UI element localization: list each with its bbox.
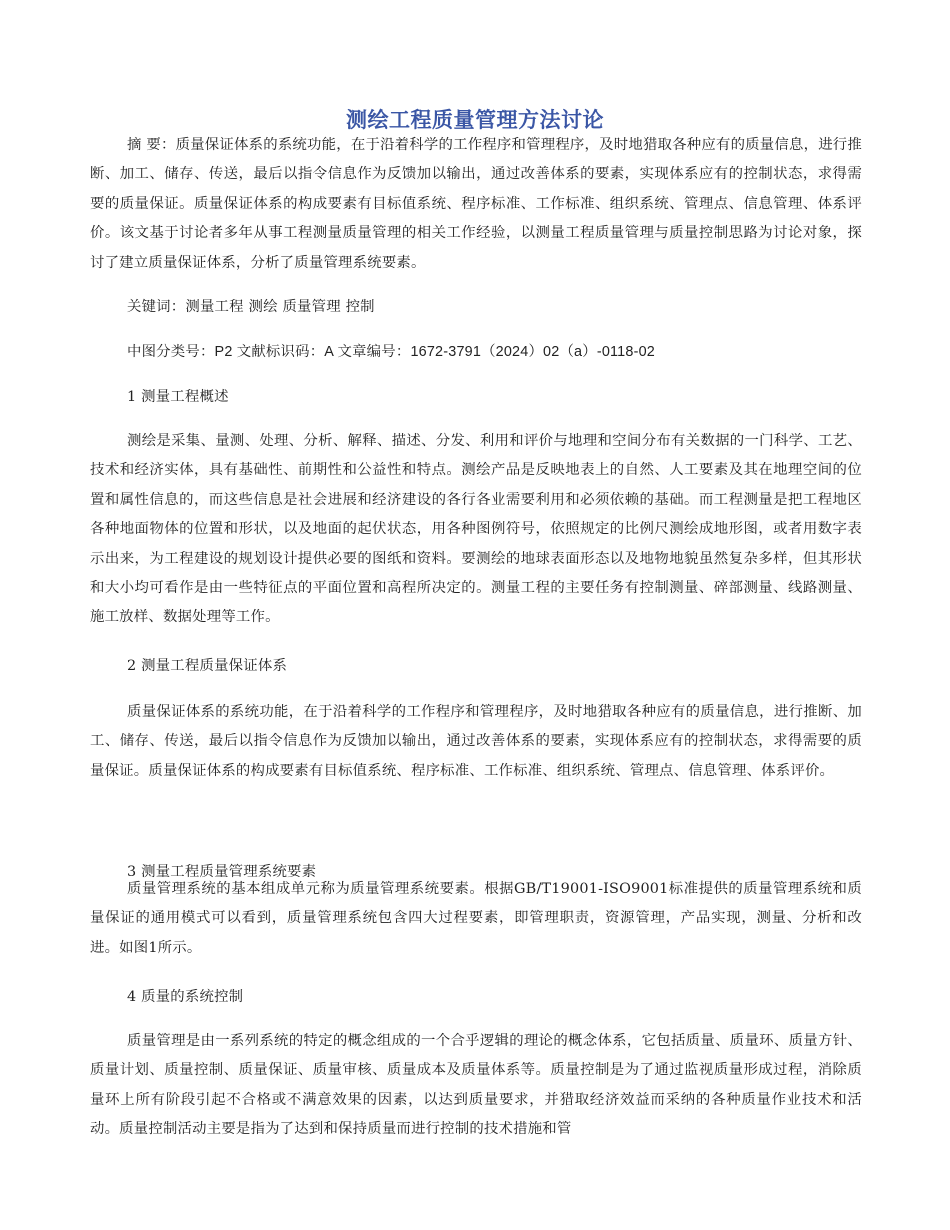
section-3-paragraph: 质量管理系统的基本组成单元称为质量管理系统要素。根据GB/T19001-ISO9001标准提供的质量管理系统和质量保证的通用模式可以看到，质量管理系统包含四大过程要素，即管理职责，资源管理，产品实现，测量、分析和改进。如图1所示。 bbox=[90, 881, 862, 956]
section-2-heading: 2 测量工程质量保证体系 bbox=[127, 658, 288, 674]
section-3-heading: 3 测量工程质量管理系统要素 bbox=[127, 864, 317, 880]
section-4-paragraph: 质量管理是由一系列系统的特定的概念组成的一个合乎逻辑的理论的概念体系，它包括质量、质量环、质量方针、质量计划、质量控制、质量保证、质量审核、质量成本及质量体系等。质量控制是为了通过监视质量形成过程，消除质量环上所有阶段引起不合格或不满意效果的因素，以达到质量要求，并猎取经济效益而采纳的各种质量作业技术和活动。质量控制活动主要是指为了达到和保持质量而进行控制的技术措施和管 bbox=[90, 1033, 862, 1138]
section-2-paragraph: 质量保证体系的系统功能，在于沿着科学的工作程序和管理程序，及时地猎取各种应有的质量信息，进行推断、加工、储存、传送，最后以指令信息作为反馈加以输出，通过改善体系的要素，实现体系应有的控制状态，求得需要的质量保证。质量保证体系的构成要素有目标值系统、程序标准、工作标准、组织系统、管理点、信息管理、体系评价。 bbox=[90, 704, 862, 779]
section-1-paragraph: 测绘是采集、量测、处理、分析、解释、描述、分发、利用和评价与地理和空间分布有关数据的一门科学、工艺、技术和经济实体，具有基础性、前期性和公益性和特点。测绘产品是反映地表上的自然、人工要素及其在地理空间的位置和属性信息的，而这些信息是社会进展和经济建设的各行各业需要利用和必须依赖的基础。而工程测量是把工程地区各种地面物体的位置和形状，以及地面的起伏状态，用各种图例符号，依照规定的比例尺测绘成地形图，或者用数字表示出来，为工程建设的规划设计提供必要的图纸和资料。要测绘的地球表面形态以及地物地貌虽然复杂多样，但其形状和大小均可看作是由一些特征点的平面位置和高程所决定的。测量工程的主要任务有控制测量、碎部测量、线路测量、施工放样、数据处理等工作。 bbox=[90, 433, 862, 626]
section-4-heading: 4 质量的系统控制 bbox=[127, 989, 244, 1005]
classification-line: 中图分类号：P2 文献标识码：A 文章编号：1672-3791（2024）02（a）-0118-02 bbox=[127, 344, 655, 360]
article-title: 测绘工程质量管理方法讨论 bbox=[346, 108, 604, 132]
section-1-heading: 1 测量工程概述 bbox=[127, 389, 229, 405]
keywords-line: 关键词：测量工程 测绘 质量管理 控制 bbox=[127, 299, 375, 315]
abstract-paragraph: 摘 要：质量保证体系的系统功能，在于沿着科学的工作程序和管理程序，及时地猎取各种应有的质量信息，进行推断、加工、储存、传送，最后以指令信息作为反馈加以输出，通过改善体系的要素，实现体系应有的控制状态，求得需要的质量保证。质量保证体系的构成要素有目标值系统、程序标准、工作标准、组织系统、管理点、信息管理、体系评价。该文基于讨论者多年从事工程测量质量管理的相关工作经验，以测量工程质量管理与质量控制思路为讨论对象，探讨了建立质量保证体系，分析了质量管理系统要素。 bbox=[90, 137, 862, 271]
